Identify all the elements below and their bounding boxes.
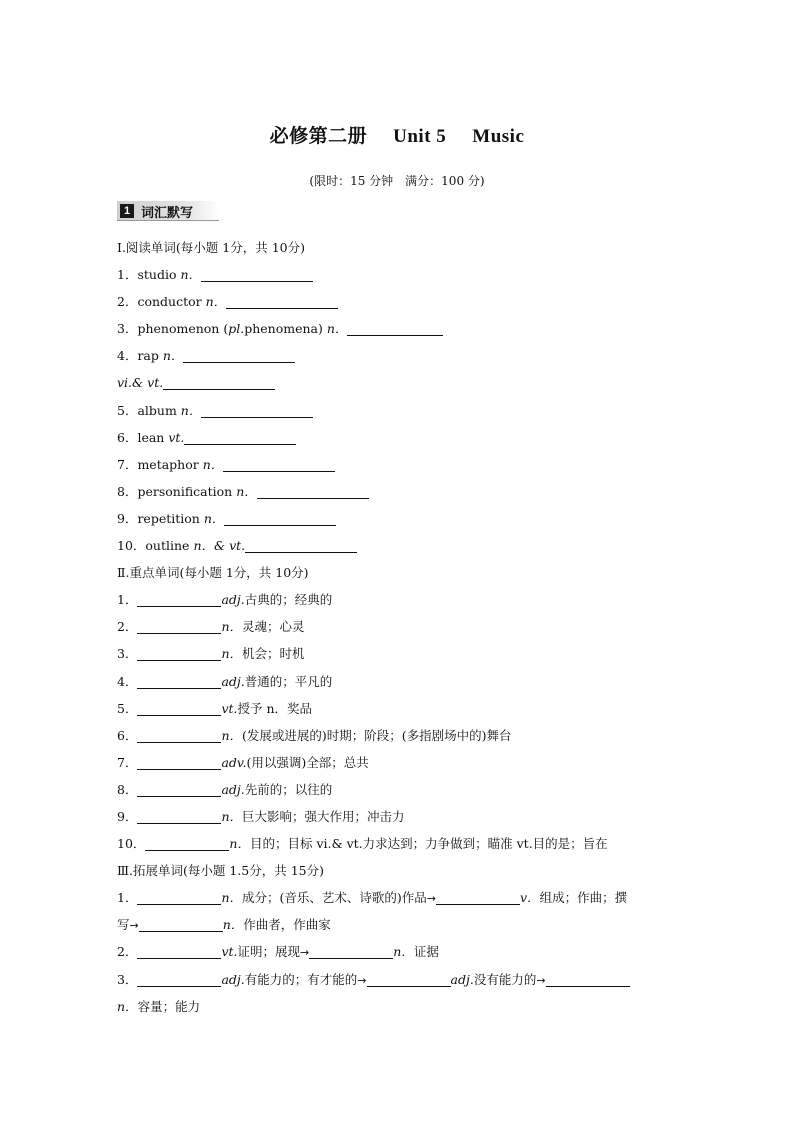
list-item: 6． n．(发展或进展的)时期；阶段；(多指剧场中的)舞台 [117, 727, 512, 743]
section-label: 词汇默写 [141, 205, 194, 221]
answer-blank[interactable] [201, 267, 313, 282]
list-item: 6．lean vt. [117, 424, 687, 451]
list-item: 9．repetition n． [117, 505, 687, 532]
title-unit: Unit 5 [393, 126, 447, 147]
list-item: 9． n．巨大影响；强大作用；冲击力 [117, 808, 405, 824]
list-item: 4．rap n． [117, 342, 687, 369]
list-item: 5． vt.授予 n．奖品 [117, 700, 313, 716]
answer-blank[interactable] [137, 944, 221, 959]
answer-blank[interactable] [137, 728, 221, 743]
list-item: 3． n．机会；时机 [117, 646, 305, 662]
list-item-continued: 写→ n．作曲者，作曲家 [117, 917, 331, 933]
answer-blank[interactable] [257, 484, 369, 499]
answer-blank[interactable] [137, 890, 221, 905]
arrow-icon: → [536, 973, 546, 987]
banner-divider [117, 220, 219, 221]
answer-blank[interactable] [139, 917, 223, 932]
list-item: 5．album n． [117, 397, 687, 424]
list-item: 10．outline n．& vt. [117, 532, 687, 559]
list-item: vi.& vt. [117, 369, 687, 396]
answer-blank[interactable] [163, 375, 275, 390]
answer-blank[interactable] [436, 890, 520, 905]
answer-blank[interactable] [137, 701, 221, 716]
answer-blank[interactable] [226, 294, 338, 309]
worksheet-body [117, 234, 687, 1020]
answer-blank[interactable] [245, 538, 357, 553]
list-item: 7．metaphor n． [117, 451, 687, 478]
list-item: 10． n．目的；目标 vi.& vt.力求达到；力争做到；瞄准 vt.目的是；旨在 [117, 836, 608, 852]
list-item: 4． adj.普通的；平凡的 [117, 673, 333, 689]
answer-blank[interactable] [223, 457, 335, 472]
section-number-icon: 1 [120, 204, 134, 218]
list-item: 2． vt.证明；展现→ n．证据 [117, 944, 439, 960]
list-item: 2． n．灵魂；心灵 [117, 619, 305, 635]
answer-blank[interactable] [347, 321, 443, 336]
answer-blank[interactable] [137, 646, 221, 661]
time-limit: (限时：15 分钟 满分：100 分) [309, 174, 485, 188]
list-item: 8．personification n． [117, 478, 687, 505]
list-item: 8． adj.先前的；以往的 [117, 781, 333, 797]
answer-blank[interactable] [224, 511, 336, 526]
list-item: 3． adj.有能力的；有才能的→ adj.没有能力的→ [117, 966, 687, 993]
list-item: 1．studio n． [117, 261, 687, 288]
answer-blank[interactable] [183, 348, 295, 363]
list-item: 1． n．成分；(音乐、艺术、诗歌的)作品→ v．组成；作曲；撰 [117, 890, 628, 906]
part3-heading: Ⅲ.拓展单词(每小题 1.5分，共 15分) [117, 863, 325, 879]
answer-blank[interactable] [145, 836, 229, 851]
answer-blank[interactable] [367, 972, 451, 987]
answer-blank[interactable] [137, 755, 221, 770]
list-item: 7． adv.(用以强调)全部；总共 [117, 754, 369, 770]
answer-blank[interactable] [137, 592, 221, 607]
answer-blank[interactable] [137, 972, 221, 987]
list-item: 2．conductor n． [117, 288, 687, 315]
title-topic: Music [472, 126, 525, 147]
answer-blank[interactable] [137, 619, 221, 634]
part2-heading: Ⅱ.重点单词(每小题 1分，共 10分) [117, 565, 309, 581]
list-item: 3．phenomenon (pl.phenomena) n． [117, 315, 687, 342]
answer-blank[interactable] [137, 809, 221, 824]
title-cn: 必修第二册 [269, 126, 368, 147]
answer-blank[interactable] [546, 972, 630, 987]
part1-heading: Ⅰ.阅读单词(每小题 1分，共 10分) [117, 240, 305, 255]
section-banner [117, 201, 219, 221]
arrow-icon: → [300, 946, 310, 960]
answer-blank[interactable] [309, 944, 393, 959]
list-item: 1． adj.古典的；经典的 [117, 592, 333, 608]
list-item-continued: n．容量；能力 [117, 998, 201, 1014]
answer-blank[interactable] [137, 782, 221, 797]
answer-blank[interactable] [184, 430, 296, 445]
arrow-icon: → [357, 973, 367, 987]
answer-blank[interactable] [137, 674, 221, 689]
answer-blank[interactable] [201, 403, 313, 418]
arrow-icon: → [426, 892, 436, 906]
arrow-icon: → [129, 919, 139, 933]
page-title [0, 121, 794, 148]
